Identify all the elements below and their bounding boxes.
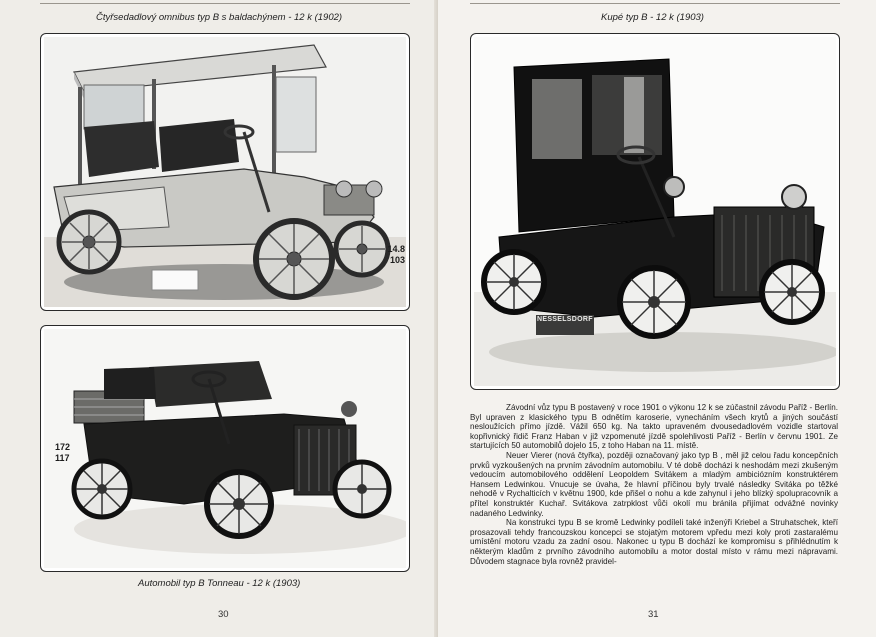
tonneau-plate-line-1: 172: [55, 442, 71, 452]
tonneau-plate: [55, 442, 70, 464]
tonneau-photo: [40, 325, 410, 572]
right-top-caption: Kupé typ B - 12 k (1903): [601, 12, 704, 23]
omnibus-photo: [40, 33, 410, 311]
left-bottom-caption: Automobil typ B Tonneau - 12 k (1903): [138, 578, 301, 589]
coupe-plate: NESSELSDORF: [537, 316, 593, 323]
article-paragraph-3: Na konstrukci typu B se kromě Ledwinky podíleli také inženýři Kriebel a Struhatschek, kteří prosazovali tehdy francouzskou koncepci se stojatým motorem vpředu mezi koly proti zastaralému umístění motoru vzadu za zadní osou. Nakonec u typu B dochází ke kompromisu s přihlédnutím k některým kladům z prvního závodního automobilu a motor dostal místo v rámu mezi nápravami. Důvodem stagnace byla rovněž pravidel-: [470, 518, 838, 566]
left-top-rule: [40, 3, 410, 4]
article-body: [470, 403, 838, 566]
article-paragraph-1: Závodní vůz typu B postavený v roce 1901 o výkonu 12 k se zúčastnil závodu Paříž - Berlín. Byl upraven z klasického typu B odnětím karoserie, vynecháním všech krytů a jiných součástí nesloužících přímo jízdě. Vážil 650 kg. Na takto upraveném dvousedadlovém vozidle startoval kopřivnický řidič Franz Haban v již vzpomenuté jízdě spolehlivosti Paříž - Berlín v červnu 1901. Ze startujících 50 automobilů dojelo 15, z toho Haban na 11. místě.: [470, 403, 838, 451]
article-paragraph-2: Neuer Vierer (nová čtyřka), později označovaný jako typ B , měl již celou řadu koncepčních prvků vyzkoušených na prvním závodním automobilu. V té době docházi k neshodám mezi zkušeným vedoucím automobilového oddělení Leopoldem Svitákem a mladým ambiciózním konstruktérem Hansem Ledwinkou. Vnucuje se úvaha, že hlavní příčinou byly trvalé následky Svitáka po těžké nehodě v Rychalticích v květnu 1900, kde přišel o nohu a kde zahynul i jeho blízký spolupracovník a přítel konstruktér Kuchař. Svitákova zatrpklost vůči okolí mu bránila přijímat odvážné novinky nadaného Ledwinky.: [470, 450, 838, 518]
right-page-number: 31: [648, 609, 659, 620]
coupe-photo: [470, 33, 840, 390]
coupe-photo-drawing: [474, 37, 836, 386]
omnibus-plate-line-1: 14.8: [387, 244, 405, 254]
right-top-rule: [470, 3, 840, 4]
left-page-number: 30: [218, 609, 229, 620]
tonneau-photo-drawing: [44, 329, 406, 568]
omnibus-plate-line-2: 103: [389, 255, 405, 265]
left-top-caption: Čtyřsedadlový omnibus typ B s baldachýnem - 12 k (1902): [96, 12, 343, 23]
tonneau-plate-line-2: 117: [55, 453, 70, 463]
omnibus-photo-drawing: [44, 37, 406, 307]
omnibus-plate: [387, 244, 405, 266]
